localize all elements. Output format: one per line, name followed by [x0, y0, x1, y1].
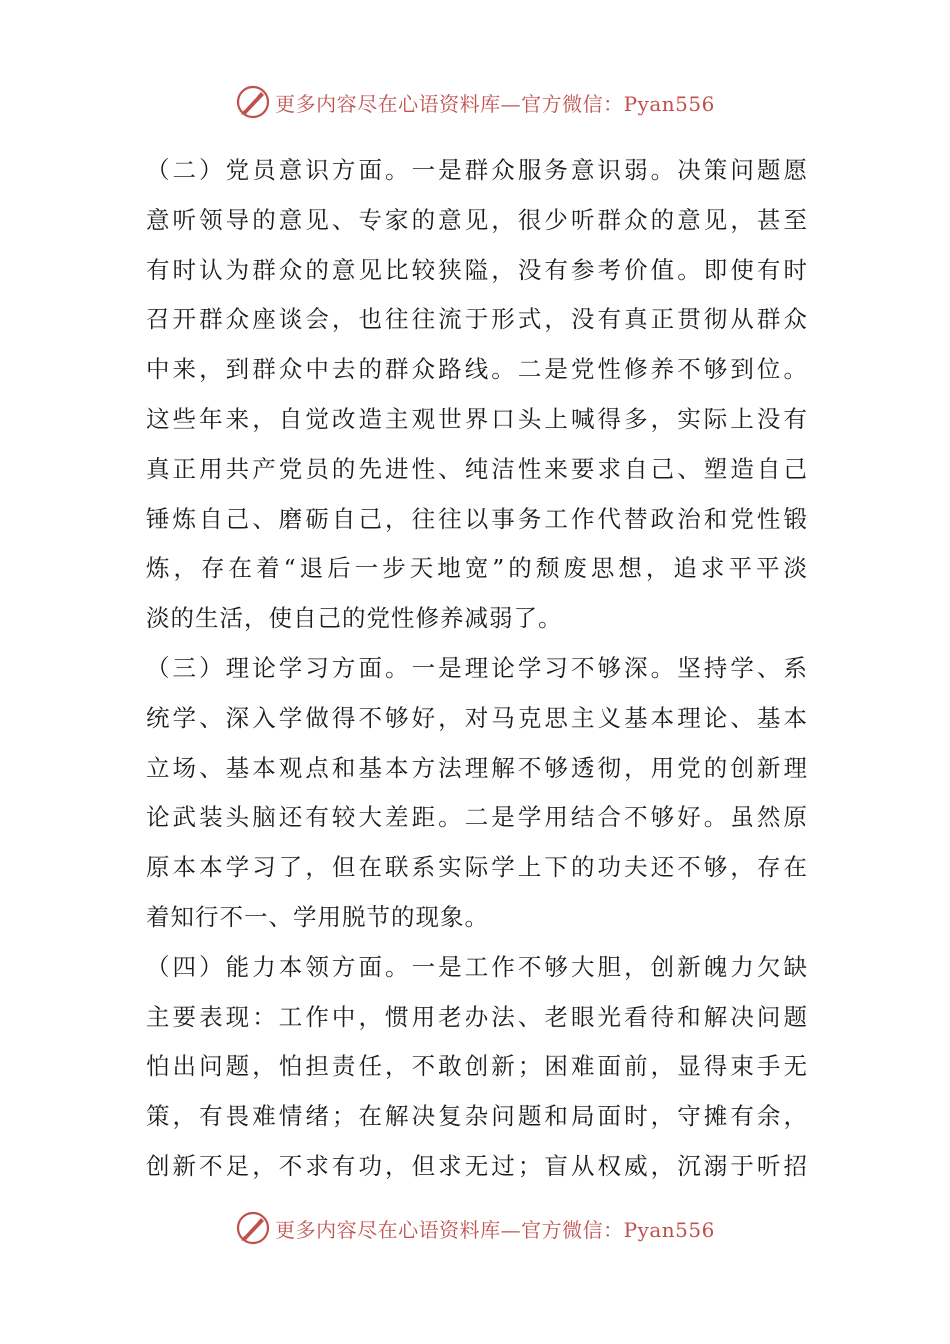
paragraph-theory-study [146, 644, 808, 943]
text-line: 淡的生活，使自己的党性修养减弱了。 [146, 604, 563, 633]
quill-pen-logo-icon [235, 84, 271, 120]
header-banner [0, 82, 950, 122]
text-line: 意听领导的意见、专家的意见，很少听群众的意见，甚至 [146, 205, 808, 234]
text-line: 召开群众座谈会，也往往流于形式，没有真正贯彻从群众 [146, 305, 808, 334]
footer-banner [0, 1208, 950, 1248]
quill-pen-logo-icon [235, 1210, 271, 1246]
document-body [146, 146, 808, 1192]
text-line: 主要表现：工作中，惯用老办法、老眼光看待和解决问题 [146, 1002, 808, 1031]
text-line: 怕出问题，怕担责任，不敢创新；困难面前，显得束手无 [146, 1052, 808, 1081]
paragraph-ability [146, 943, 808, 1192]
text-line: 这些年来，自觉改造主观世界口头上喊得多，实际上没有 [146, 404, 808, 433]
text-line: 统学、深入学做得不够好，对马克思主义基本理论、基本 [146, 703, 808, 732]
text-line: （三）理论学习方面。一是理论学习不够深。坚持学、系 [146, 653, 808, 682]
text-line: 炼，存在着“退后一步天地宽”的颓废思想，追求平平淡 [146, 554, 808, 583]
text-line: 中来，到群众中去的群众路线。二是党性修养不够到位。 [146, 355, 808, 384]
text-line: （四）能力本领方面。一是工作不够大胆，创新魄力欠缺 [146, 952, 808, 981]
paragraph-party-awareness [146, 146, 808, 644]
text-line: 创新不足，不求有功，但求无过；盲从权威，沉溺于听招 [146, 1151, 808, 1180]
banner-text: 更多内容尽在心语资料库—官方微信：Pyan556 [275, 1217, 715, 1242]
text-line: 真正用共产党员的先进性、纯洁性来要求自己、塑造自己 [146, 454, 808, 483]
text-line: 策，有畏难情绪；在解决复杂问题和局面时，守摊有余， [146, 1102, 808, 1131]
text-line: （二）党员意识方面。一是群众服务意识弱。决策问题愿 [146, 156, 808, 184]
text-line: 着知行不一、学用脱节的现象。 [146, 902, 489, 931]
text-line: 锤炼自己、磨砺自己，往往以事务工作代替政治和党性锻 [146, 504, 808, 533]
text-line: 论武装头脑还有较大差距。二是学用结合不够好。虽然原 [146, 803, 808, 832]
text-line: 原本本学习了，但在联系实际学上下的功夫还不够，存在 [146, 853, 808, 882]
text-line: 立场、基本观点和基本方法理解不够透彻，用党的创新理 [146, 753, 808, 782]
text-line: 有时认为群众的意见比较狭隘，没有参考价值。即使有时 [146, 255, 808, 284]
banner-text: 更多内容尽在心语资料库—官方微信：Pyan556 [275, 91, 715, 116]
